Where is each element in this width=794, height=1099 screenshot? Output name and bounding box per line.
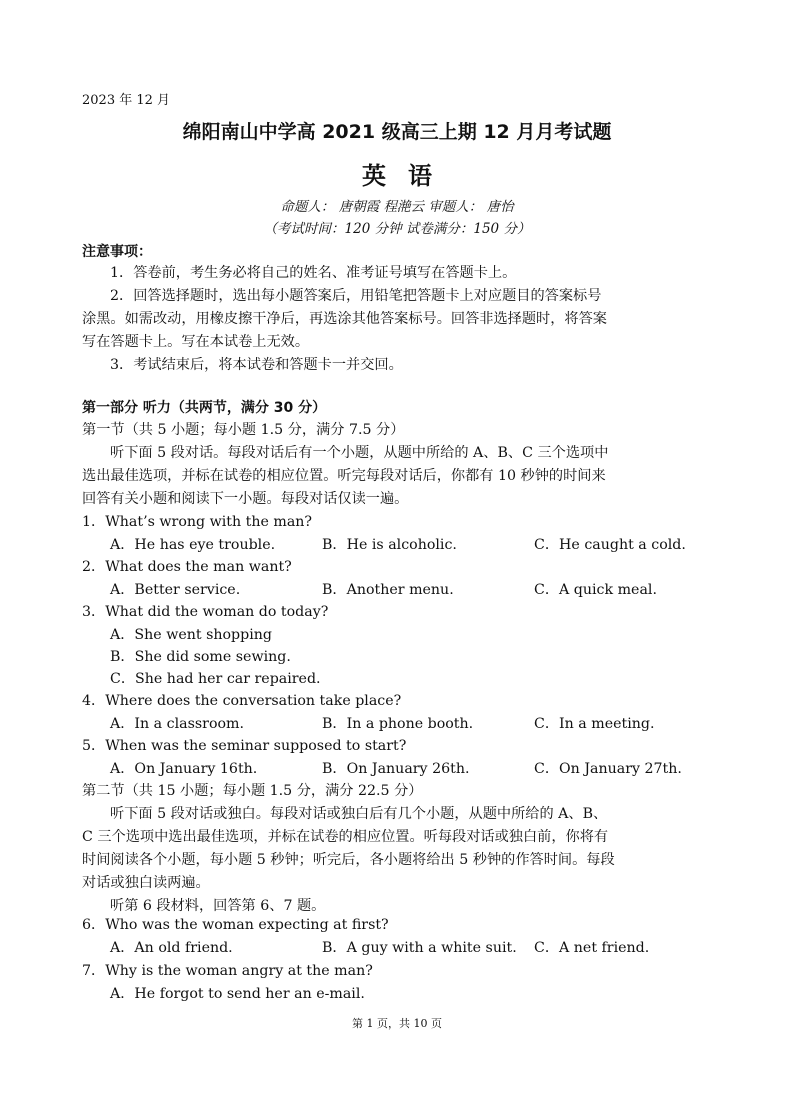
- exam-date: 2023 年 12 月: [82, 93, 171, 108]
- section2-instructions-line-3: 时间阅读各个小题，每小题 5 秒钟；听完后，各小题将给出 5 秒钟的作答时间。每段: [82, 852, 615, 868]
- page-footer: 第 1 页，共 10 页: [352, 1017, 442, 1030]
- section2-instructions-line-2: C 三个选项中选出最佳选项，并标在试卷的相应位置。听每段对话或独白前，你将有: [82, 829, 609, 845]
- question-6-stem: 6．Who was the woman expecting at first?: [82, 917, 389, 933]
- section2-heading: 第二节（共 15 小题；每小题 1.5 分，满分 22.5 分）: [82, 783, 423, 799]
- notice-heading: 注意事项：: [82, 244, 152, 260]
- question-4-option-c: C．In a meeting.: [534, 716, 655, 732]
- notice-item-2-line-2: 涂黑。如需改动，用橡皮擦干净后，再选涂其他答案标号。回答非选择题时，将答案: [82, 311, 607, 327]
- question-1-option-b: B．He is alcoholic.: [322, 537, 457, 553]
- question-1-option-a: A．He has eye trouble.: [110, 537, 276, 553]
- section1-instructions-line-3: 回答有关小题和阅读下一小题。每段对话仅读一遍。: [82, 491, 409, 507]
- question-4-stem: 4．Where does the conversation take place?: [82, 693, 402, 709]
- part1-heading: 第一部分 听力（共两节，满分 30 分）: [82, 400, 327, 416]
- section2-instructions-line-4: 对话或独白读两遍。: [82, 875, 210, 891]
- material-6-instruction: 听第 6 段材料，回答第 6、7 题。: [110, 898, 326, 914]
- question-2-option-b: B．Another menu.: [322, 582, 454, 598]
- question-2-option-c: C．A quick meal.: [534, 582, 657, 598]
- section2-instructions-line-1: 听下面 5 段对话或独白。每段对话或独白后有几个小题，从题中所给的 A、B、: [110, 806, 608, 822]
- question-5-option-c: C．On January 27th.: [534, 761, 682, 777]
- question-4-option-a: A．In a classroom.: [110, 716, 244, 732]
- section1-instructions-line-2: 选出最佳选项，并标在试卷的相应位置。听完每段对话后，你都有 10 秒钟的时间来: [82, 468, 606, 484]
- notice-item-2-line-1: 2．回答选择题时，选出每小题答案后，用铅笔把答题卡上对应题目的答案标号: [110, 288, 602, 304]
- question-1-option-c: C．He caught a cold.: [534, 537, 686, 553]
- notice-item-1: 1．答卷前，考生务必将自己的姓名、准考证号填写在答题卡上。: [110, 265, 517, 281]
- question-6-option-c: C．A net friend.: [534, 940, 650, 956]
- exam-timing: （考试时间：120 分钟 试卷满分：150 分）: [263, 221, 531, 237]
- question-3-option-c: C．She had her car repaired.: [110, 671, 321, 687]
- question-7-stem: 7．Why is the woman angry at the man?: [82, 963, 373, 979]
- question-6-option-b: B．A guy with a white suit.: [322, 940, 517, 956]
- question-3-option-a: A．She went shopping: [110, 627, 272, 643]
- section1-instructions-line-1: 听下面 5 段对话。每段对话后有一个小题，从题中所给的 A、B、C 三个选项中: [110, 445, 609, 461]
- exam-title: 绵阳南山中学高 2021 级高三上期 12 月月考试题: [182, 121, 612, 143]
- question-7-option-a: A．He forgot to send her an e-mail.: [110, 986, 365, 1002]
- section1-heading: 第一节（共 5 小题；每小题 1.5 分，满分 7.5 分）: [82, 422, 405, 438]
- question-3-stem: 3．What did the woman do today?: [82, 604, 329, 620]
- question-2-stem: 2．What does the man want?: [82, 559, 292, 575]
- question-5-option-b: B．On January 26th.: [322, 761, 470, 777]
- question-4-option-b: B．In a phone booth.: [322, 716, 474, 732]
- notice-item-3: 3．考试结束后，将本试卷和答题卡一并交回。: [110, 357, 403, 373]
- question-6-option-a: A．An old friend.: [110, 940, 233, 956]
- exam-authors: 命题人： 唐朝霞 程滟云 审题人： 唐怡: [280, 199, 514, 215]
- question-5-stem: 5．When was the seminar supposed to start?: [82, 738, 407, 754]
- exam-subject: 英语: [362, 162, 454, 190]
- question-3-option-b: B．She did some sewing.: [110, 649, 291, 665]
- question-5-option-a: A．On January 16th.: [110, 761, 258, 777]
- notice-item-2-line-3: 写在答题卡上。写在本试卷上无效。: [82, 334, 310, 350]
- question-2-option-a: A．Better service.: [110, 582, 241, 598]
- question-1-stem: 1．What’s wrong with the man?: [82, 514, 313, 530]
